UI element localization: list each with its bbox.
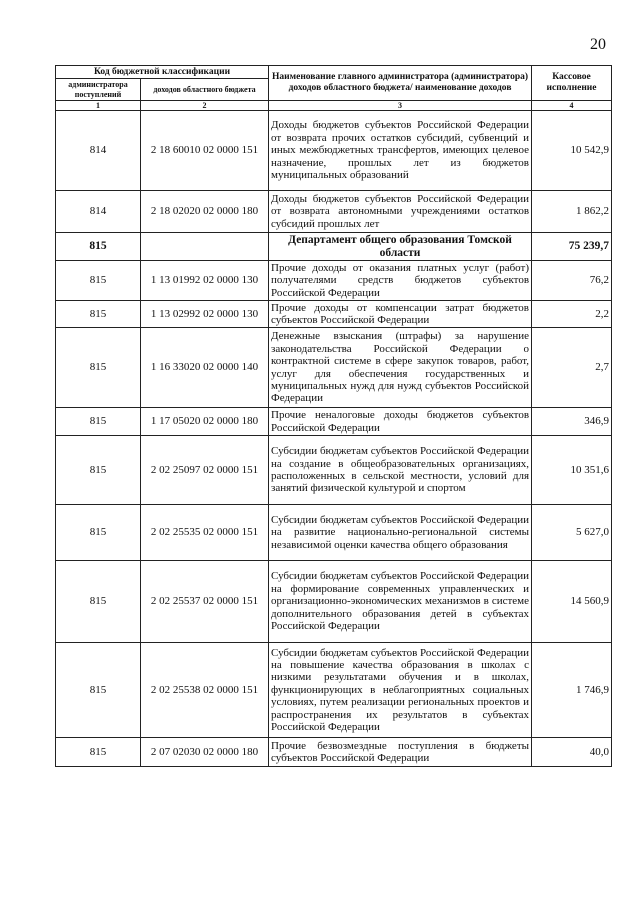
column-number: 2 bbox=[141, 101, 269, 111]
income-code-cell: 1 17 05020 02 0000 180 bbox=[141, 408, 269, 436]
name-column-header: Наименование главного администратора (администратора) доходов областного бюджета/ наименование доходов bbox=[269, 66, 532, 101]
revenue-table bbox=[55, 65, 612, 767]
income-code-cell: 1 13 02992 02 0000 130 bbox=[141, 301, 269, 328]
admin-code-cell: 815 bbox=[56, 738, 141, 767]
amount-column-header: Кассовое исполнение bbox=[532, 66, 612, 101]
income-name-cell: Денежные взыскания (штрафы) за нарушение законодательства Российской Федерации о контрактной системе в сфере закупок товаров, работ, услуг для обеспечения государственных и муниципальных нужд для нужд субъектов Российской Федерации bbox=[269, 328, 532, 408]
income-code-cell: 2 18 60010 02 0000 151 bbox=[141, 111, 269, 191]
header-row-1 bbox=[56, 66, 612, 79]
income-name-cell: Субсидии бюджетам субъектов Российской Федерации на создание в общеобразовательных организациях, расположенных в сельской местности, условий для занятий физической культурой и спортом bbox=[269, 436, 532, 505]
table-row bbox=[56, 436, 612, 505]
amount-cell: 14 560,9 bbox=[532, 561, 612, 643]
income-code-cell: 2 02 25538 02 0000 151 bbox=[141, 643, 269, 738]
page-number: 20 bbox=[590, 36, 606, 53]
income-name-cell: Прочие доходы от компенсации затрат бюджетов субъектов Российской Федерации bbox=[269, 301, 532, 328]
table-row bbox=[56, 111, 612, 191]
income-name-cell: Субсидии бюджетам субъектов Российской Федерации на развитие национально-региональной системы независимой оценки качества общего образования bbox=[269, 505, 532, 561]
amount-cell: 2,2 bbox=[532, 301, 612, 328]
income-name-cell: Прочие неналоговые доходы бюджетов субъектов Российской Федерации bbox=[269, 408, 532, 436]
table-row bbox=[56, 561, 612, 643]
income-code-cell: 2 02 25537 02 0000 151 bbox=[141, 561, 269, 643]
income-code-cell: 2 02 25535 02 0000 151 bbox=[141, 505, 269, 561]
amount-cell: 5 627,0 bbox=[532, 505, 612, 561]
admin-code-cell: 815 bbox=[56, 328, 141, 408]
amount-cell: 76,2 bbox=[532, 261, 612, 301]
table-row bbox=[56, 408, 612, 436]
table-row bbox=[56, 261, 612, 301]
amount-cell: 40,0 bbox=[532, 738, 612, 767]
admin-code-cell: 815 bbox=[56, 261, 141, 301]
budget-code-header: Код бюджетной классификации bbox=[56, 66, 269, 79]
table-row bbox=[56, 301, 612, 328]
admin-code-cell: 815 bbox=[56, 436, 141, 505]
admin-code-cell: 814 bbox=[56, 191, 141, 233]
table-row bbox=[56, 738, 612, 767]
table-row bbox=[56, 328, 612, 408]
admin-column-header: администратора поступлений bbox=[56, 79, 141, 101]
column-number: 3 bbox=[269, 101, 532, 111]
amount-cell: 1 862,2 bbox=[532, 191, 612, 233]
admin-code-cell: 815 bbox=[56, 301, 141, 328]
admin-code-cell: 815 bbox=[56, 408, 141, 436]
income-name-cell: Доходы бюджетов субъектов Российской Федерации от возврата прочих остатков субсидий, субвенций и иных межбюджетных трансфертов, имеющих целевое назначение, прошлых лет из бюджетов муниципальных образований bbox=[269, 111, 532, 191]
income-code-cell: 2 02 25097 02 0000 151 bbox=[141, 436, 269, 505]
income-code-cell bbox=[141, 233, 269, 261]
income-code-cell: 2 18 02020 02 0000 180 bbox=[141, 191, 269, 233]
department-total-cell: 75 239,7 bbox=[532, 233, 612, 261]
amount-cell: 10 351,6 bbox=[532, 436, 612, 505]
column-number-row bbox=[56, 101, 612, 111]
income-name-cell: Прочие безвозмездные поступления в бюджеты субъектов Российской Федерации bbox=[269, 738, 532, 767]
admin-code-cell: 814 bbox=[56, 111, 141, 191]
income-code-cell: 2 07 02030 02 0000 180 bbox=[141, 738, 269, 767]
admin-code-cell: 815 bbox=[56, 233, 141, 261]
amount-cell: 346,9 bbox=[532, 408, 612, 436]
department-name-cell: Департамент общего образования Томской области bbox=[269, 233, 532, 261]
department-row bbox=[56, 233, 612, 261]
admin-code-cell: 815 bbox=[56, 643, 141, 738]
income-column-header: доходов областного бюджета bbox=[141, 79, 269, 101]
column-number: 1 bbox=[56, 101, 141, 111]
income-name-cell: Доходы бюджетов субъектов Российской Федерации от возврата автономными учреждениями остатков субсидий прошлых лет bbox=[269, 191, 532, 233]
amount-cell: 10 542,9 bbox=[532, 111, 612, 191]
table-row bbox=[56, 505, 612, 561]
income-name-cell: Субсидии бюджетам субъектов Российской Федерации на формирование современных управленческих и организационно-экономических механизмов в системе дополнительного образования детей в субъектах Российской Федерации bbox=[269, 561, 532, 643]
table-row bbox=[56, 643, 612, 738]
table-row bbox=[56, 191, 612, 233]
income-name-cell: Субсидии бюджетам субъектов Российской Федерации на повышение качества образования в школах с низкими результатами обучения и в школах, функционирующих в неблагоприятных социальных условиях, путем реализации региональных проектов и распространения их результатов в субъектах Российской Федерации bbox=[269, 643, 532, 738]
income-code-cell: 1 13 01992 02 0000 130 bbox=[141, 261, 269, 301]
admin-code-cell: 815 bbox=[56, 561, 141, 643]
admin-code-cell: 815 bbox=[56, 505, 141, 561]
income-name-cell: Прочие доходы от оказания платных услуг (работ) получателями средств бюджетов субъектов Российской Федерации bbox=[269, 261, 532, 301]
column-number: 4 bbox=[532, 101, 612, 111]
amount-cell: 2,7 bbox=[532, 328, 612, 408]
income-code-cell: 1 16 33020 02 0000 140 bbox=[141, 328, 269, 408]
amount-cell: 1 746,9 bbox=[532, 643, 612, 738]
